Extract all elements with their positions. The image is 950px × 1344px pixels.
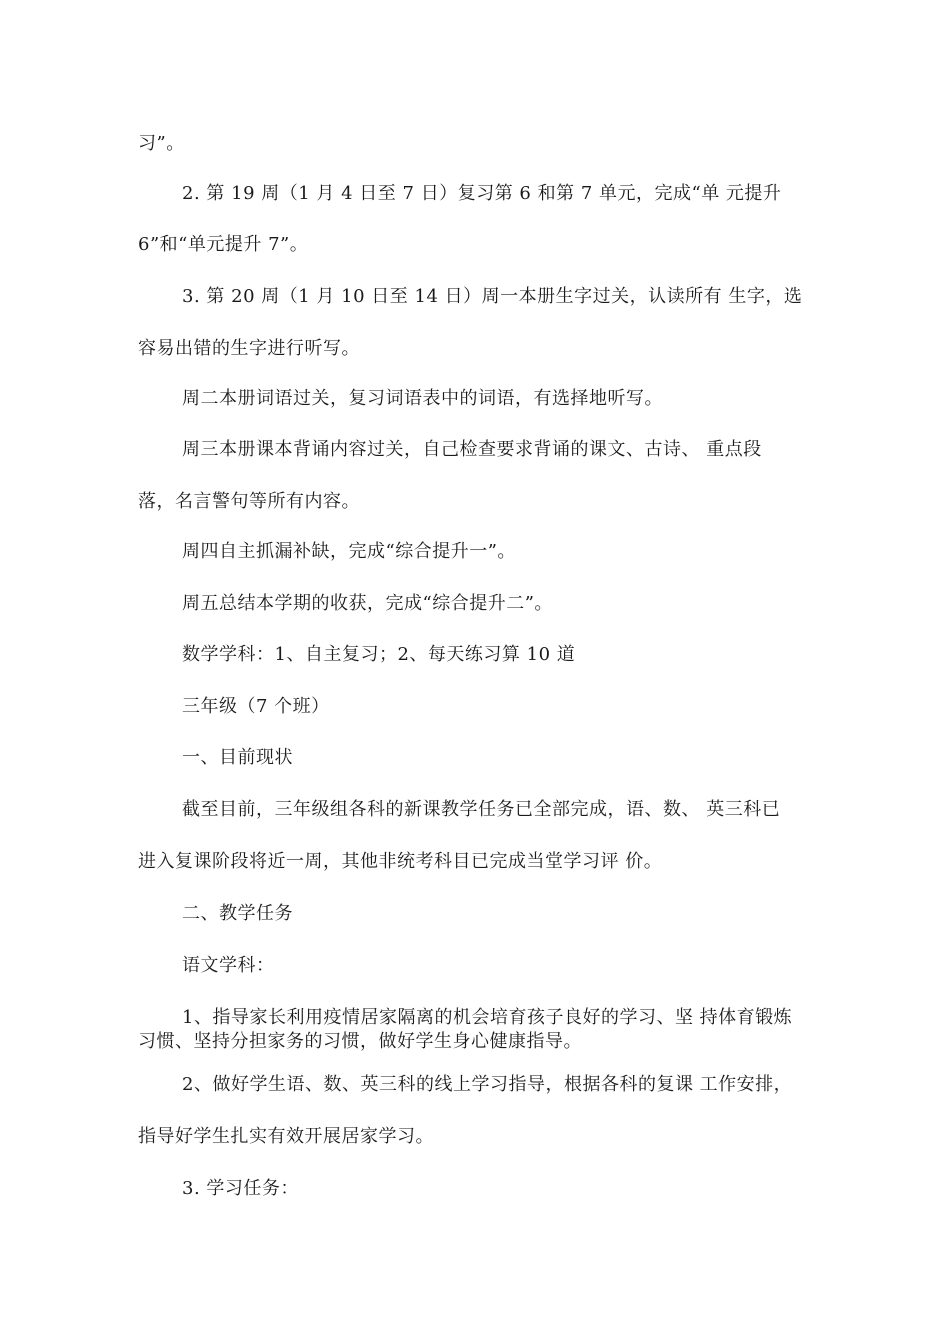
paragraph-wednesday: 周三本册课本背诵内容过关，自己检查要求背诵的课文、古诗、 重点段 xyxy=(182,439,762,460)
paragraph-tuesday: 周二本册词语过关，复习词语表中的词语，有选择地听写。 xyxy=(182,388,663,409)
paragraph-math: 数学学科：1、自主复习；2、每天练习算 10 道 xyxy=(182,644,576,665)
paragraph-item-2: 2、做好学生语、数、英三科的线上学习指导，根据各科的复课 工作安排， xyxy=(182,1074,793,1095)
paragraph-thursday: 周四自主抓漏补缺，完成“综合提升一”。 xyxy=(182,541,516,562)
paragraph-item-3: 3. 学习任务： xyxy=(182,1178,299,1199)
text-line: 习惯、坚持分担家务的习惯，做好学生身心健康指导。 xyxy=(138,1031,582,1052)
text-line: 落，名言警句等所有内容。 xyxy=(138,491,360,512)
subheading-chinese: 语文学科： xyxy=(182,955,275,976)
section-heading-teaching-tasks: 二、教学任务 xyxy=(182,903,293,924)
text-line: 6”和“单元提升 7”。 xyxy=(138,234,309,255)
text-line: 指导好学生扎实有效开展居家学习。 xyxy=(138,1126,434,1147)
paragraph-week-20: 3. 第 20 周（1 月 10 日至 14 日）周一本册生字过关，认读所有 生字，选 xyxy=(182,286,803,307)
paragraph-status: 截至目前，三年级组各科的新课教学任务已全部完成，语、数、 英三科已 xyxy=(182,799,781,820)
text-line: 容易出错的生字进行听写。 xyxy=(138,338,360,359)
section-heading-current-status: 一、目前现状 xyxy=(182,747,293,768)
section-heading-grade-3: 三年级（7 个班） xyxy=(182,696,330,717)
paragraph-item-1: 1、指导家长利用疫情居家隔离的机会培育孩子良好的学习、坚 持体育锻炼 xyxy=(182,1007,793,1028)
paragraph-week-19: 2. 第 19 周（1 月 4 日至 7 日）复习第 6 和第 7 单元，完成“单 元提升 xyxy=(182,183,782,204)
paragraph-friday: 周五总结本学期的收获，完成“综合提升二”。 xyxy=(182,593,553,614)
text-line: 习”。 xyxy=(138,133,185,154)
text-line: 进入复课阶段将近一周，其他非统考科目已完成当堂学习评 价。 xyxy=(138,851,663,872)
